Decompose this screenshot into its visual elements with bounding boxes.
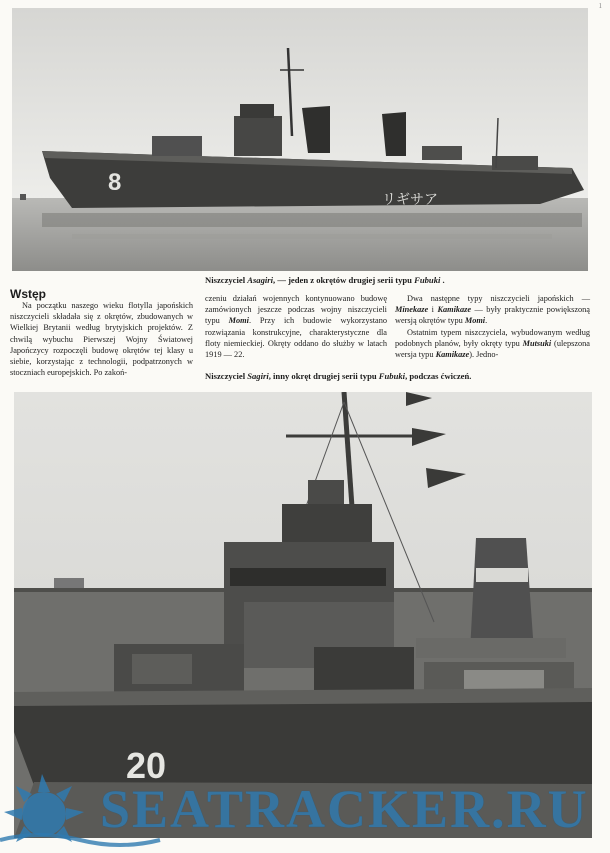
text-column-3 (395, 293, 590, 360)
ship-class-momi: Momi (464, 316, 486, 326)
text-span: ). Jedno- (469, 350, 499, 360)
ship-class-kamikaze: Kamikaze (435, 350, 470, 360)
hull-number-8: 8 (108, 169, 122, 196)
text-span: czeniu działań wojennych kontynuowano budowę zamówionych jeszcze podczas wojny niszczycieli typu (205, 294, 387, 326)
destroyer-asagiri-image (12, 8, 588, 271)
watermark-text: SEATRACKER.RU (100, 779, 589, 839)
text-span: . (485, 316, 488, 326)
text-span: . Przy ich budowie wykorzystano rozwiązania konstrukcyjne, charakterystyczne dla floty niemieckiej. Okręty oddano do służby w latach 1919 — 22. (205, 316, 387, 360)
paragraph-momi (205, 293, 387, 360)
text-span: — były praktycznie powiększoną wersją okrętów typu (395, 305, 590, 326)
ship-class-momi: Momi (228, 316, 249, 326)
ship-class-kamikaze: Kamikaze (437, 305, 472, 315)
page-number: 1 (598, 2, 602, 10)
caption-bottom-middle: , inny okręt drugiej serii typu (268, 371, 379, 381)
paragraph-intro: Na początku naszego wieku flotylla japońskich niszczycieli składała się z okrętów, zbudowanych w Wielkiej Brytanii według brytyjskich projektów. Z chwilą wybuchu Pierwszej Wojny Światowej Japończycy rozpoczęli budowę okrętów tej klasy u siebie, korzystając z technologii, podpatrzonych w stoczniach europejskich. Po zakoń- (10, 301, 193, 378)
caption-top-photo (205, 275, 445, 286)
text-span: Ostatnim typem niszczyciela, wybudowanym według podobnych planów, były okręty typu (395, 327, 590, 348)
caption-bottom-class: Fubuki (378, 371, 406, 381)
ship-class-minekaze: Minekaze (395, 305, 429, 315)
caption-top-class: Fubuki (414, 275, 441, 285)
ship-class-mutsuki: Mutsuki (522, 338, 552, 348)
text-column-1 (10, 300, 193, 378)
photo-destroyer-asagiri (12, 8, 588, 271)
caption-bottom-ship: Sagiri (247, 371, 269, 381)
text-span: Dwa następne typy niszczycieli japońskich — (407, 294, 590, 303)
text-span: i (428, 305, 438, 315)
paragraph-minekaze (395, 293, 590, 327)
text-span: (ulepszona wersja typu (395, 338, 590, 360)
caption-top-prefix: Niszczyciel (205, 275, 248, 285)
hull-kana-name: リギサア (382, 191, 438, 207)
caption-bottom-prefix: Niszczyciel (205, 371, 248, 381)
section-heading: Wstęp (10, 287, 46, 301)
hull-number-20: 20 (126, 745, 167, 786)
caption-top-middle: , — jeden z okrętów drugiej serii typu (273, 275, 415, 285)
paragraph-mutsuki (395, 327, 590, 361)
caption-top-ship: Asagiri (247, 275, 274, 285)
caption-top-suffix: . (440, 275, 445, 285)
caption-bottom-suffix: , podczas ćwiczeń. (405, 371, 472, 381)
caption-bottom-photo (205, 371, 471, 382)
text-column-2 (205, 293, 387, 360)
